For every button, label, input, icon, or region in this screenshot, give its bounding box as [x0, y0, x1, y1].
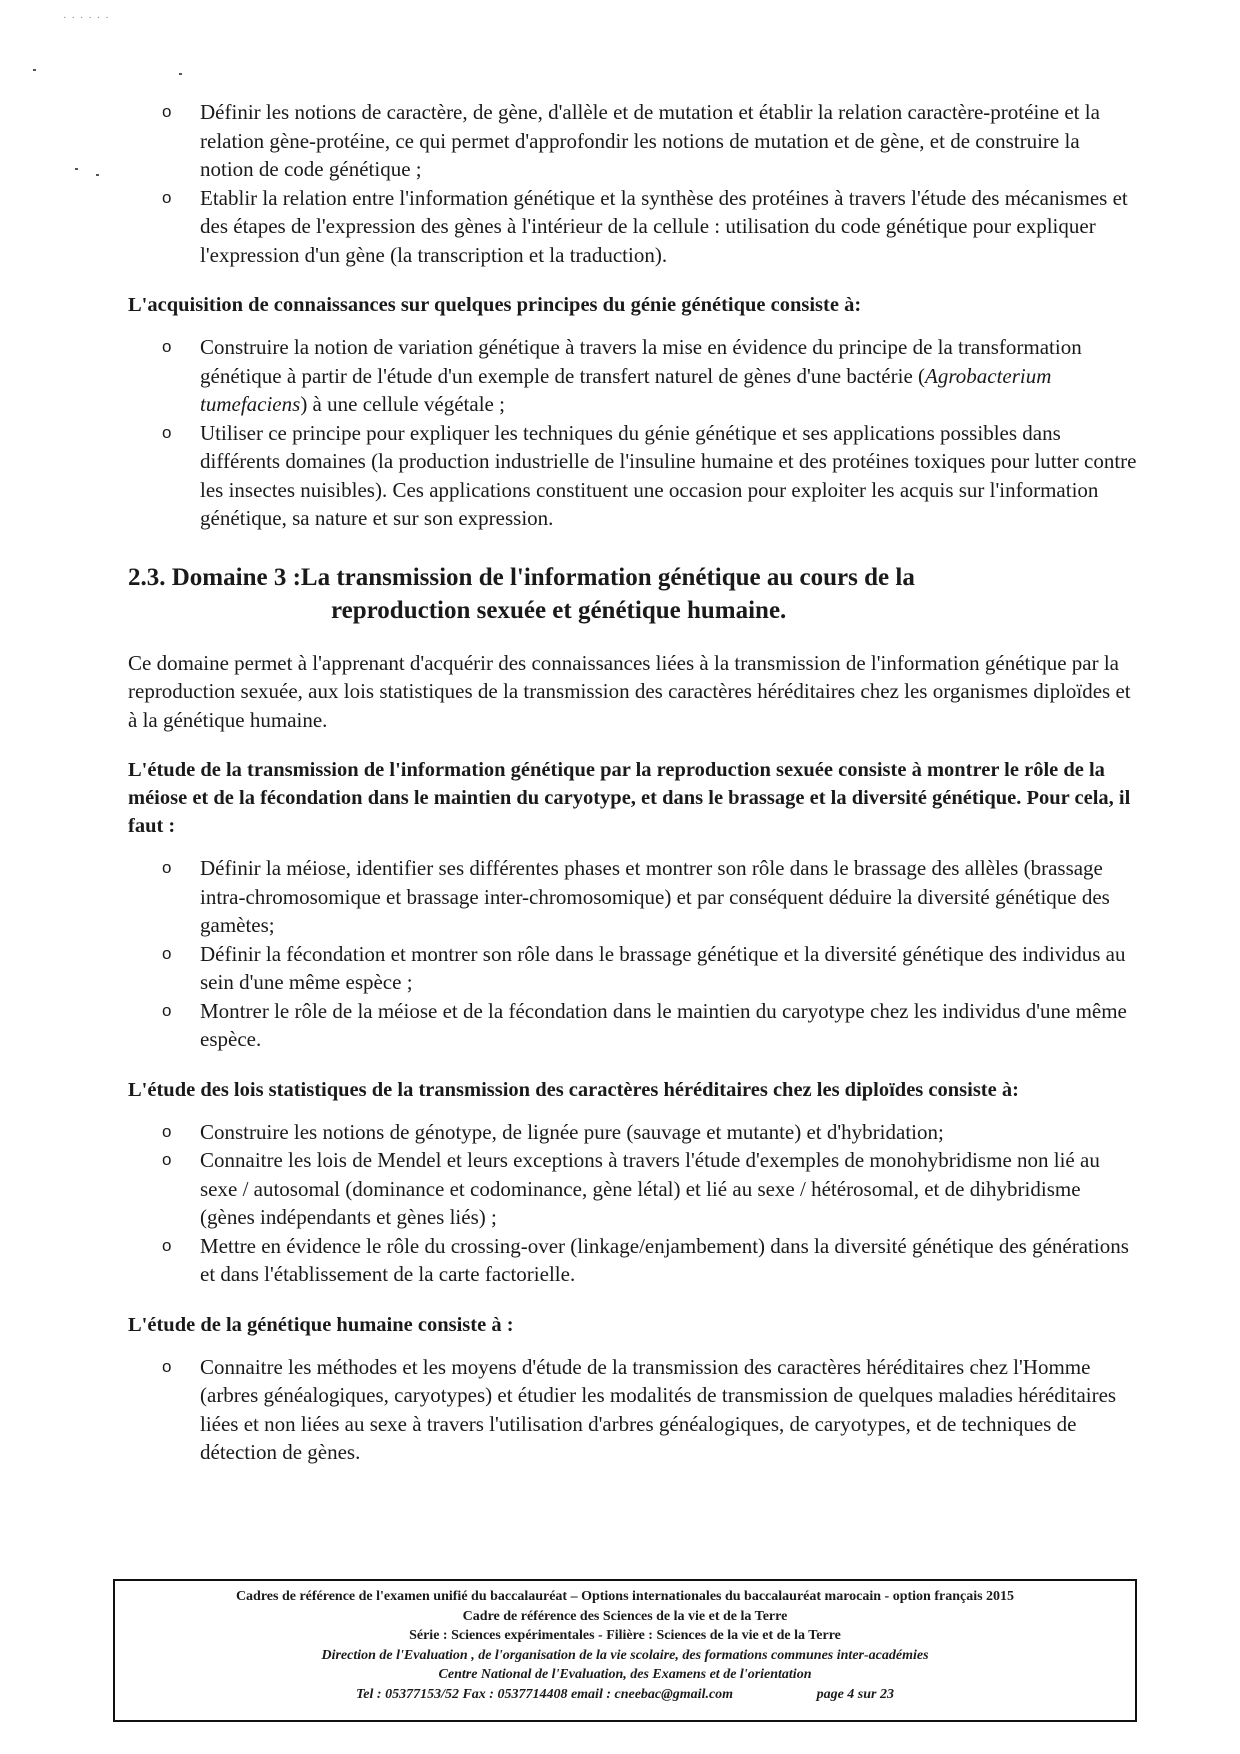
bullet-circle-icon: o	[162, 1000, 172, 1020]
footer-contact: Tel : 05377153/52 Fax : 0537714408 email : cneebac@gmail.com	[356, 1686, 734, 1702]
bullet-circle-icon: o	[162, 187, 172, 207]
scan-speck	[96, 174, 99, 176]
list-item: o Définir les notions de caractère, de gène, d'allèle et de mutation et établir la relation caractère-protéine et la relation gène-protéine, ce qui permet d'approfondir les notions de mutation et de gène, et de construire la notion de code génétique ;	[162, 100, 1100, 181]
page-footer	[113, 1579, 1137, 1722]
list-item: o Définir la fécondation et montrer son rôle dans le brassage génétique et la diversité génétique des individus au sein d'une même espèce ;	[162, 941, 1126, 994]
list-item: o Définir la méiose, identifier ses différentes phases et montrer son rôle dans le brassage des allèles (brassage intra-chromosomique et brassage inter-chromosomique) et par conséquent déduire la diversité génétique des gamètes;	[162, 856, 1110, 937]
list-item: o Connaitre les méthodes et les moyens d'étude de la transmission des caractères héréditaires chez l'Homme (arbres généalogiques, caryotypes) et étudier les modalités de transmission de quelques maladies héréditaires liées et non liées au sexe à travers l'utilisation d'arbres généalogiques, de caryotypes, et de techniques de détection de gènes.	[162, 1354, 1117, 1464]
humaine-bullet-list	[128, 1353, 1138, 1467]
list-item: o Connaitre les lois de Mendel et leurs exceptions à travers l'étude d'exemples de monohybridisme non lié au sexe / autosomal (dominance et codominance, gène létal) et lié au sexe / hétérosomal, et de dihybridisme (gènes indépendants et gènes liés) ;	[162, 1148, 1100, 1229]
footer-direction: Direction de l'Evaluation , de l'organisation de la vie scolaire, des formations communes inter-académies	[321, 1647, 929, 1663]
bullet-circle-icon: o	[162, 943, 172, 963]
bullet-circle-icon: o	[162, 337, 172, 356]
scan-header-mark: · · · · · ·	[63, 12, 110, 24]
page-number: page 4 sur 23	[816, 1686, 894, 1702]
list-item: o Montrer le rôle de la méiose et de la fécondation dans le maintien du caryotype chez les individus d'une même espèce.	[162, 998, 1127, 1051]
list-item: o Mettre en évidence le rôle du crossing-over (linkage/enjambement) dans la diversité génétique des générations et dans l'établissement de la carte factorielle.	[162, 1233, 1129, 1286]
section-heading-lois: L'étude des lois statistiques de la transmission des caractères héréditaires chez les diploïdes consiste à:	[128, 1078, 1019, 1101]
species-name: Agrobacterium tumefaciens	[200, 363, 1052, 416]
section-heading-humaine: L'étude de la génétique humaine consiste à :	[128, 1313, 514, 1336]
bullet-circle-icon: o	[162, 858, 172, 877]
bullet-circle-icon: o	[162, 102, 172, 121]
footer-contact-row	[123, 1685, 1127, 1705]
scan-speck	[33, 69, 36, 71]
domain-3-title: 2.3. Domaine 3 :La transmission de l'information génétique au cours de la reproduction sexuée et génétique humaine.	[128, 563, 915, 624]
main-content	[128, 98, 1138, 1467]
list-item: o Construire les notions de génotype, de lignée pure (sauvage et mutante) et d'hybridation;	[128, 1118, 1138, 1147]
list-item: o Utiliser ce principe pour expliquer les techniques du génie génétique et ses applications possibles dans différents domaines (la production industrielle de l'insuline humaine et des protéines toxiques pour lutter contre les insectes nuisibles). Ces applications constituent une occasion pour exploiter les acquis sur l'information génétique, sa nature et sur son expression.	[162, 420, 1137, 530]
lois-bullet-list	[128, 1118, 1138, 1289]
footer-title: Cadres de référence de l'examen unifié du baccalauréat – Options internationales du baccalauréat marocain - option français 2015	[235, 1589, 1015, 1604]
genie-bullet-list	[128, 333, 1138, 533]
footer-series: Série : Sciences expérimentales - Filière : Sciences de la vie et de la Terre	[409, 1628, 841, 1643]
section-heading-genie: L'acquisition de connaissances sur quelques principes du génie génétique consiste à:	[128, 294, 862, 316]
footer-subtitle: Cadre de référence des Sciences de la vie et de la Terre	[462, 1608, 788, 1624]
bullet-circle-icon: o	[162, 1235, 172, 1255]
section-heading-reproduction: L'étude de la transmission de l'information génétique par la reproduction sexuée consiste à montrer le rôle de la méiose et de la fécondation dans le maintien du caryotype, et dans le brassage et la diversité génétique. Pour cela, il faut :	[128, 759, 1131, 837]
list-item: o Etablir la relation entre l'information génétique et la synthèse des protéines à travers l'étude des mécanismes et des étapes de l'expression des gènes à l'intérieur de la cellule : utilisation du code génétique pour expliquer l'expression d'un gène (la transcription et la traduction).	[162, 185, 1128, 267]
scan-speck	[75, 168, 78, 170]
bullet-circle-icon: o	[162, 1150, 172, 1169]
intro-bullet-list	[128, 98, 1138, 269]
reproduction-bullet-list	[128, 854, 1138, 1054]
list-item: o Construire la notion de variation génétique à travers la mise en évidence du principe de la transformation génétique à partir de l'étude d'un exemple de transfert naturel de gènes d'une bactérie (Agrobacterium tumefaciens) à une cellule végétale ;	[162, 335, 1082, 416]
scan-speck	[179, 73, 182, 75]
footer-centre: Centre National de l'Evaluation, des Examens et de l'orientation	[438, 1667, 812, 1682]
bullet-circle-icon: o	[162, 422, 172, 442]
domain-3-intro: Ce domaine permet à l'apprenant d'acquérir des connaissances liées à la transmission de l'information génétique par la reproduction sexuée, aux lois statistiques de la transmission des caractères héréditaires chez les organismes diploïdes et à la génétique humaine.	[128, 650, 1131, 732]
bullet-circle-icon: o	[162, 1121, 172, 1141]
bullet-circle-icon: o	[162, 1356, 172, 1376]
